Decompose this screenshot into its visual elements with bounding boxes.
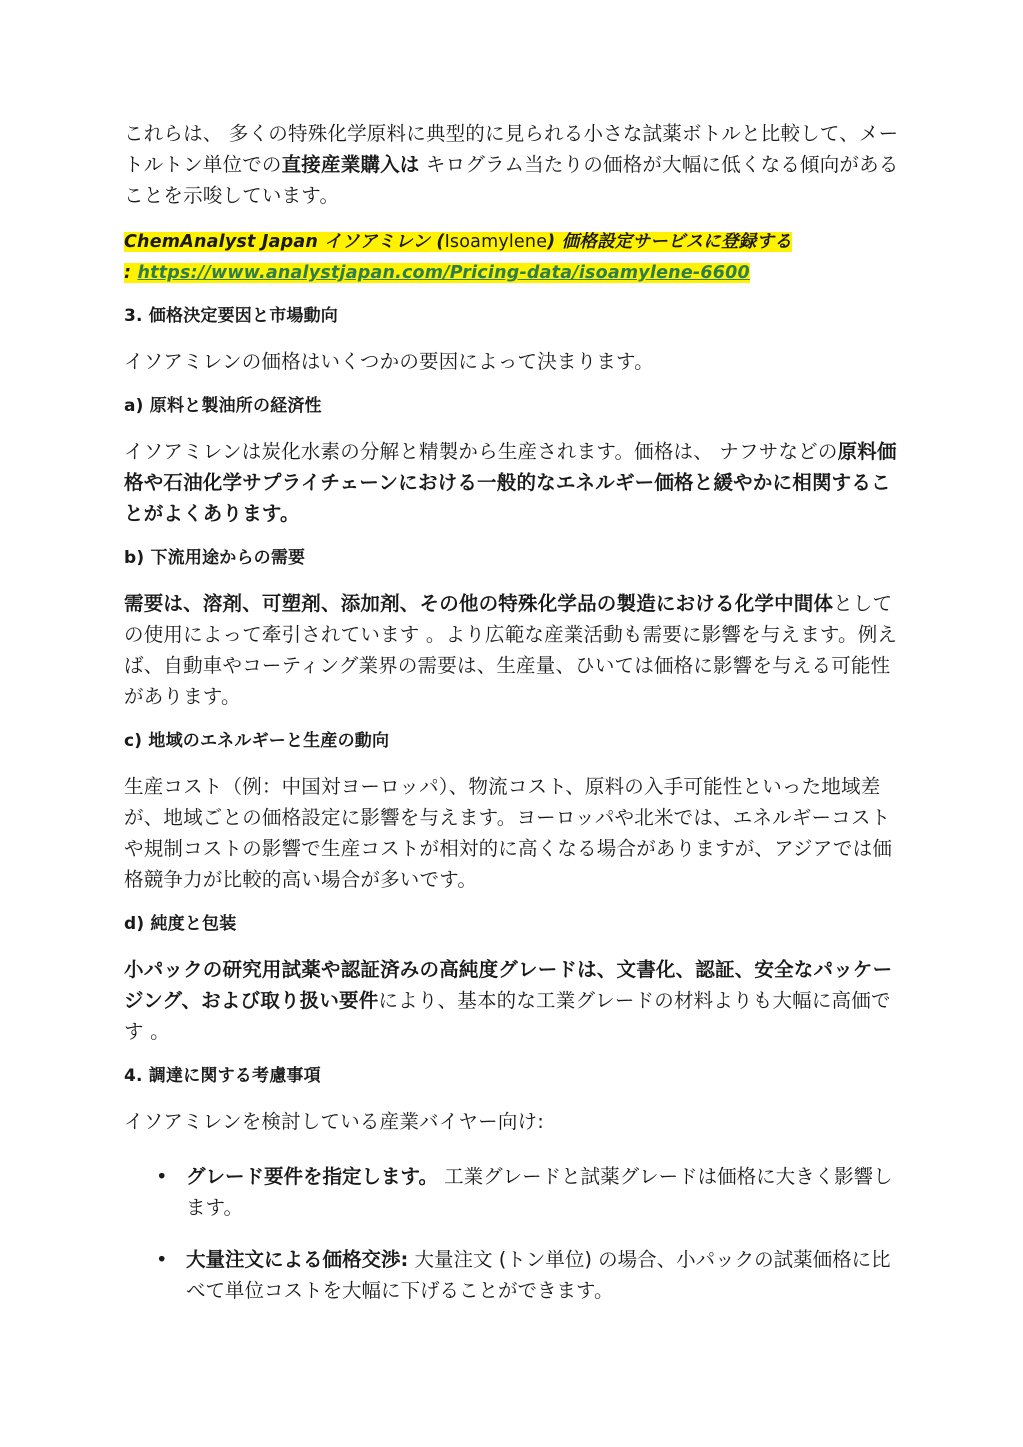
list-item-bold: グレード要件を指定します。 (186, 1165, 438, 1188)
subsection-a-text (124, 436, 899, 529)
list-item (124, 1161, 899, 1223)
subsection-c-heading: c) 地域のエネルギーと生産の動向 (124, 731, 390, 751)
promo-brand: ChemAnalyst Japan イソアミレン ( (124, 232, 445, 252)
subsection-a-bold: 原料価格や石油化学サプライチェーンにおける一般的なエネルギー価格と緩やかに相関することがよくあります。 (124, 440, 897, 525)
subsection-a-heading: a) 原料と製油所の経済性 (124, 396, 322, 416)
subsection-b-plain: としての使用によって牽引されています 。より広範な産業活動も需要に影響を与えます。例えば、自動車やコーティング業界の需要は、生産量、ひいては価格に影響を与える可能性があります。 (124, 592, 898, 708)
subsection-b-text (124, 588, 899, 712)
procurement-list (124, 1161, 899, 1306)
section-3-intro: イソアミレンの価格はいくつかの要因によって決まります。 (124, 350, 654, 373)
section-3-heading: 3. 価格決定要因と市場動向 (124, 306, 339, 326)
subsection-b-heading: b) 下流用途からの需要 (124, 548, 306, 568)
list-item-text: 工業グレードと試薬グレードは価格に大きく影響します。 (186, 1165, 893, 1219)
promo-service: 価格設定サービスに登録する (555, 232, 792, 252)
subsection-d-heading: d) 純度と包装 (124, 914, 237, 934)
pricing-link[interactable]: https://www.analystjapan.com/Pricing-data/isoamylene-6600 (137, 263, 750, 283)
subsection-d-text (124, 954, 899, 1047)
promo-product: Isoamylene (444, 232, 548, 252)
intro-bold: 直接産業購入は (281, 153, 420, 176)
document-page (124, 118, 899, 1327)
subsection-d-plain: により、基本的な工業グレードの材料よりも大幅に高価です 。 (124, 989, 891, 1043)
promo-link-highlight (124, 263, 750, 283)
section-4-intro: イソアミレンを検討している産業バイヤー向け: (124, 1110, 544, 1133)
section-4-heading: 4. 調達に関する考慮事項 (124, 1066, 321, 1086)
promo-colon: : (124, 263, 138, 283)
intro-text-2: キログラム当たりの価格が大幅に低くなる傾向があることを示唆しています。 (124, 153, 899, 207)
promo-highlight (124, 232, 792, 252)
promo-paragraph (124, 227, 899, 289)
subsection-c-text: 生産コスト（例：中国対ヨーロッパ）、物流コスト、原料の入手可能性といった地域差が、地域ごとの価格設定に影響を与えます。ヨーロッパや北米では、エネルギーコストや規制コストの影響で生産コストが相対的に高くなる場合がありますが、アジアでは価格競争力が比較的高い場合が多いです。 (124, 775, 893, 891)
subsection-a-plain: イソアミレンは炭化水素の分解と精製から生産されます。価格は、 ナフサなどの (124, 440, 838, 463)
list-item (124, 1244, 899, 1306)
list-item-text: 大量注文 (トン単位) の場合、小パックの試薬価格に比べて単位コストを大幅に下げることができます。 (186, 1248, 891, 1302)
list-item-bold: 大量注文による価格交渉: (186, 1248, 409, 1271)
subsection-d-bold: 小パックの研究用試薬や認証済みの高純度グレードは、文書化、認証、安全なパッケージング、および取り扱い要件 (124, 958, 893, 1012)
subsection-b-bold: 需要は、溶剤、可塑剤、添加剤、その他の特殊化学品の製造における化学中間体 (124, 592, 834, 615)
bullet-icon: • (156, 1165, 168, 1188)
bullet-icon: • (156, 1248, 168, 1271)
promo-close: ) (547, 232, 556, 252)
intro-text-1: これらは、 多くの特殊化学原料に典型的に見られる小さな試薬ボトルと比較して、メートルトン単位での (124, 122, 899, 176)
intro-paragraph (124, 118, 899, 211)
